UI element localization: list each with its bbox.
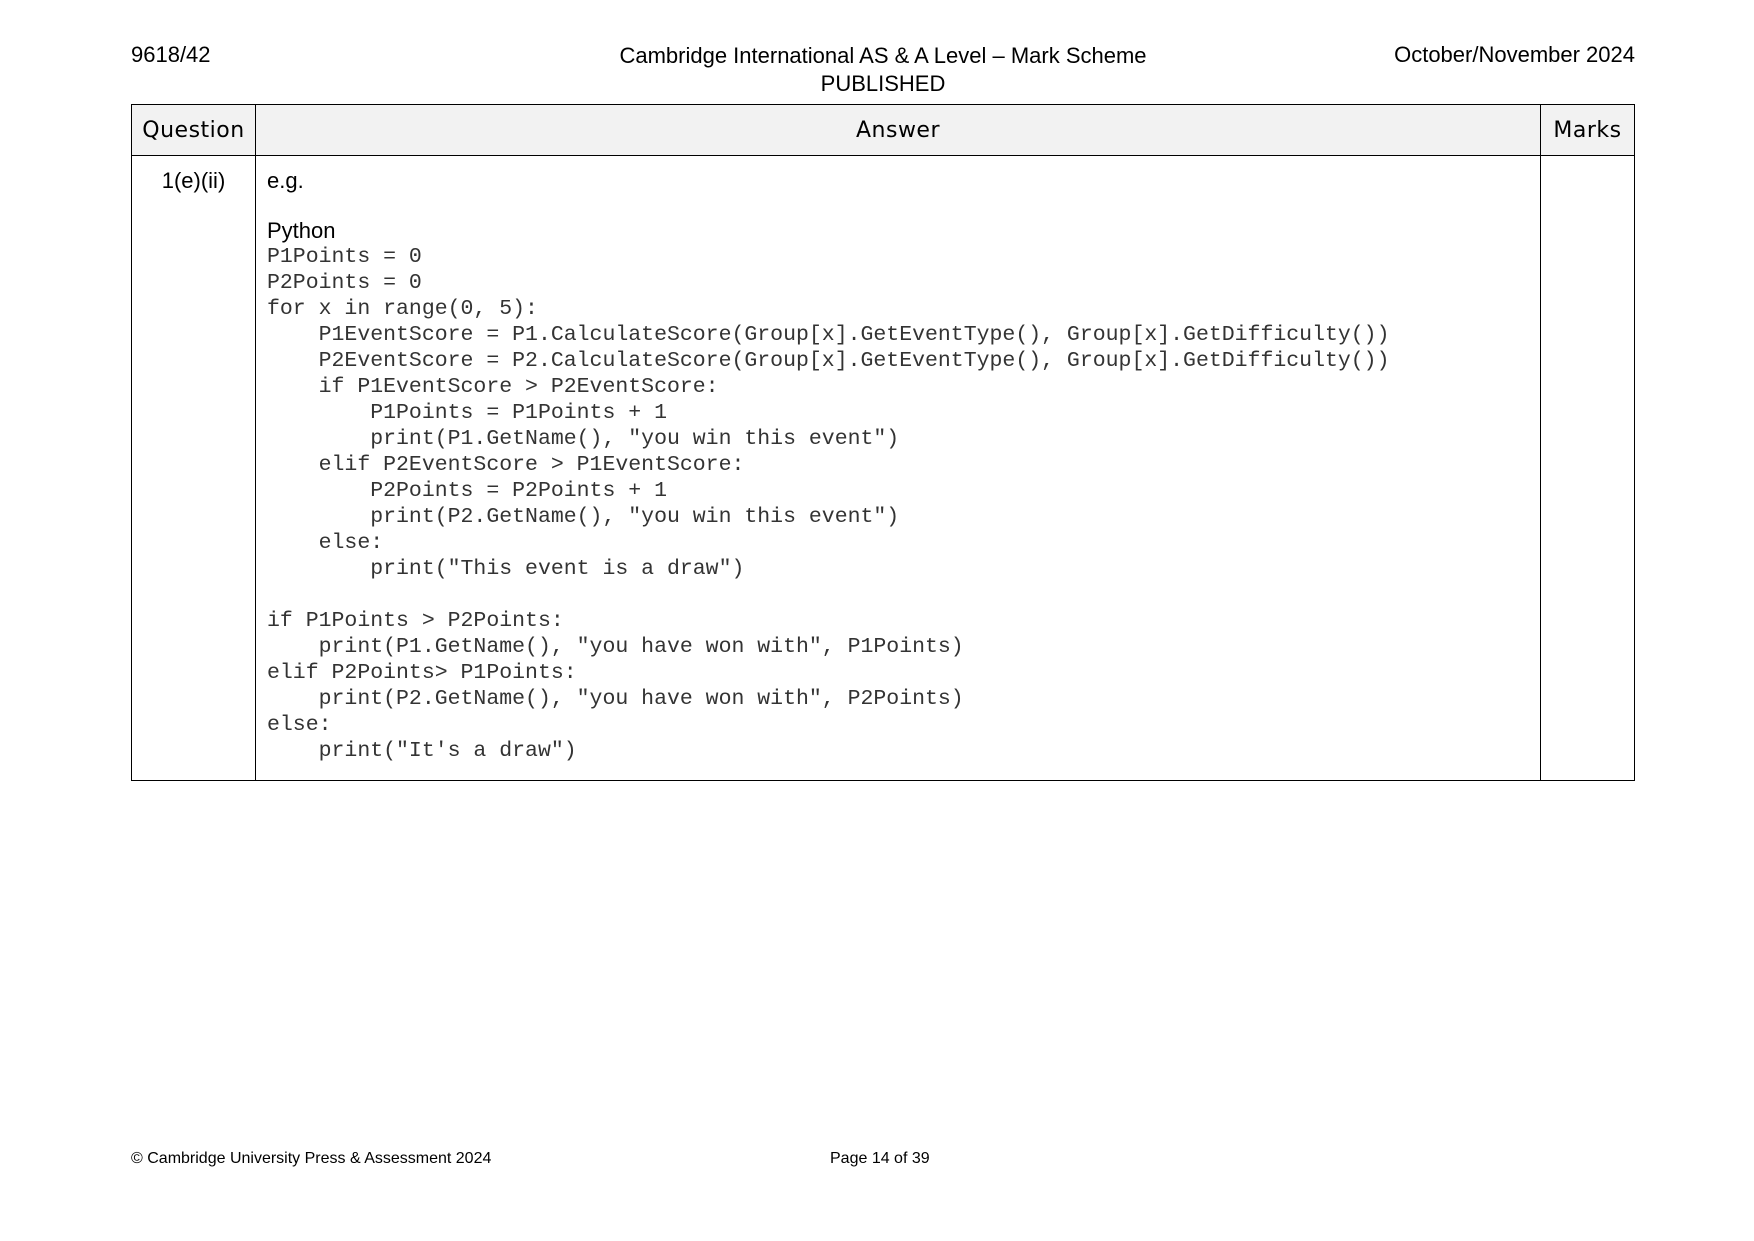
column-header-answer: Answer xyxy=(256,105,1541,156)
page-number: Page 14 of 39 xyxy=(830,1150,930,1167)
mark-scheme-table xyxy=(131,104,1635,781)
answer-intro: e.g. xyxy=(267,168,304,193)
column-header-marks: Marks xyxy=(1541,105,1635,156)
language-label: Python xyxy=(267,218,336,243)
marks-cell xyxy=(1541,156,1635,781)
table-row xyxy=(132,156,1635,781)
answer-cell xyxy=(256,156,1541,781)
document-title: Cambridge International AS & A Level – Mark Scheme xyxy=(619,43,1147,68)
question-number: 1(e)(ii) xyxy=(132,156,256,781)
code-block: P1Points = 0 P2Points = 0 for x in range(0, 5): P1EventScore = P1.CalculateScore(Group[x].GetEventType(), Group[x].GetDifficulty()) P2EventScore = P2.CalculateScore(Group[x].GetEventType(), Group[x].GetDifficulty()) if P1EventScore > P2EventScore: P1Points = P1Points + 1 print(P1.GetName(), "you win this event") elif P2EventScore > P1EventScore: P2Points = P2Points + 1 print(P2.GetName(), "you win this event") else: print("This event is a draw") if P1Points > P2Points: print(P1.GetName(), "you have won with", P1Points) elif P2Points> P1Points: print(P2.GetName(), "you have won with", P2Points) else: print("It's a draw") xyxy=(267,245,1390,763)
table-header-row xyxy=(132,105,1635,156)
paper-code: 9618/42 xyxy=(131,42,211,67)
exam-session: October/November 2024 xyxy=(1394,42,1635,67)
page-header xyxy=(131,42,1635,102)
column-header-question: Question xyxy=(132,105,256,156)
copyright-notice: © Cambridge University Press & Assessment 2024 xyxy=(131,1150,492,1167)
publication-status: PUBLISHED xyxy=(820,71,946,96)
